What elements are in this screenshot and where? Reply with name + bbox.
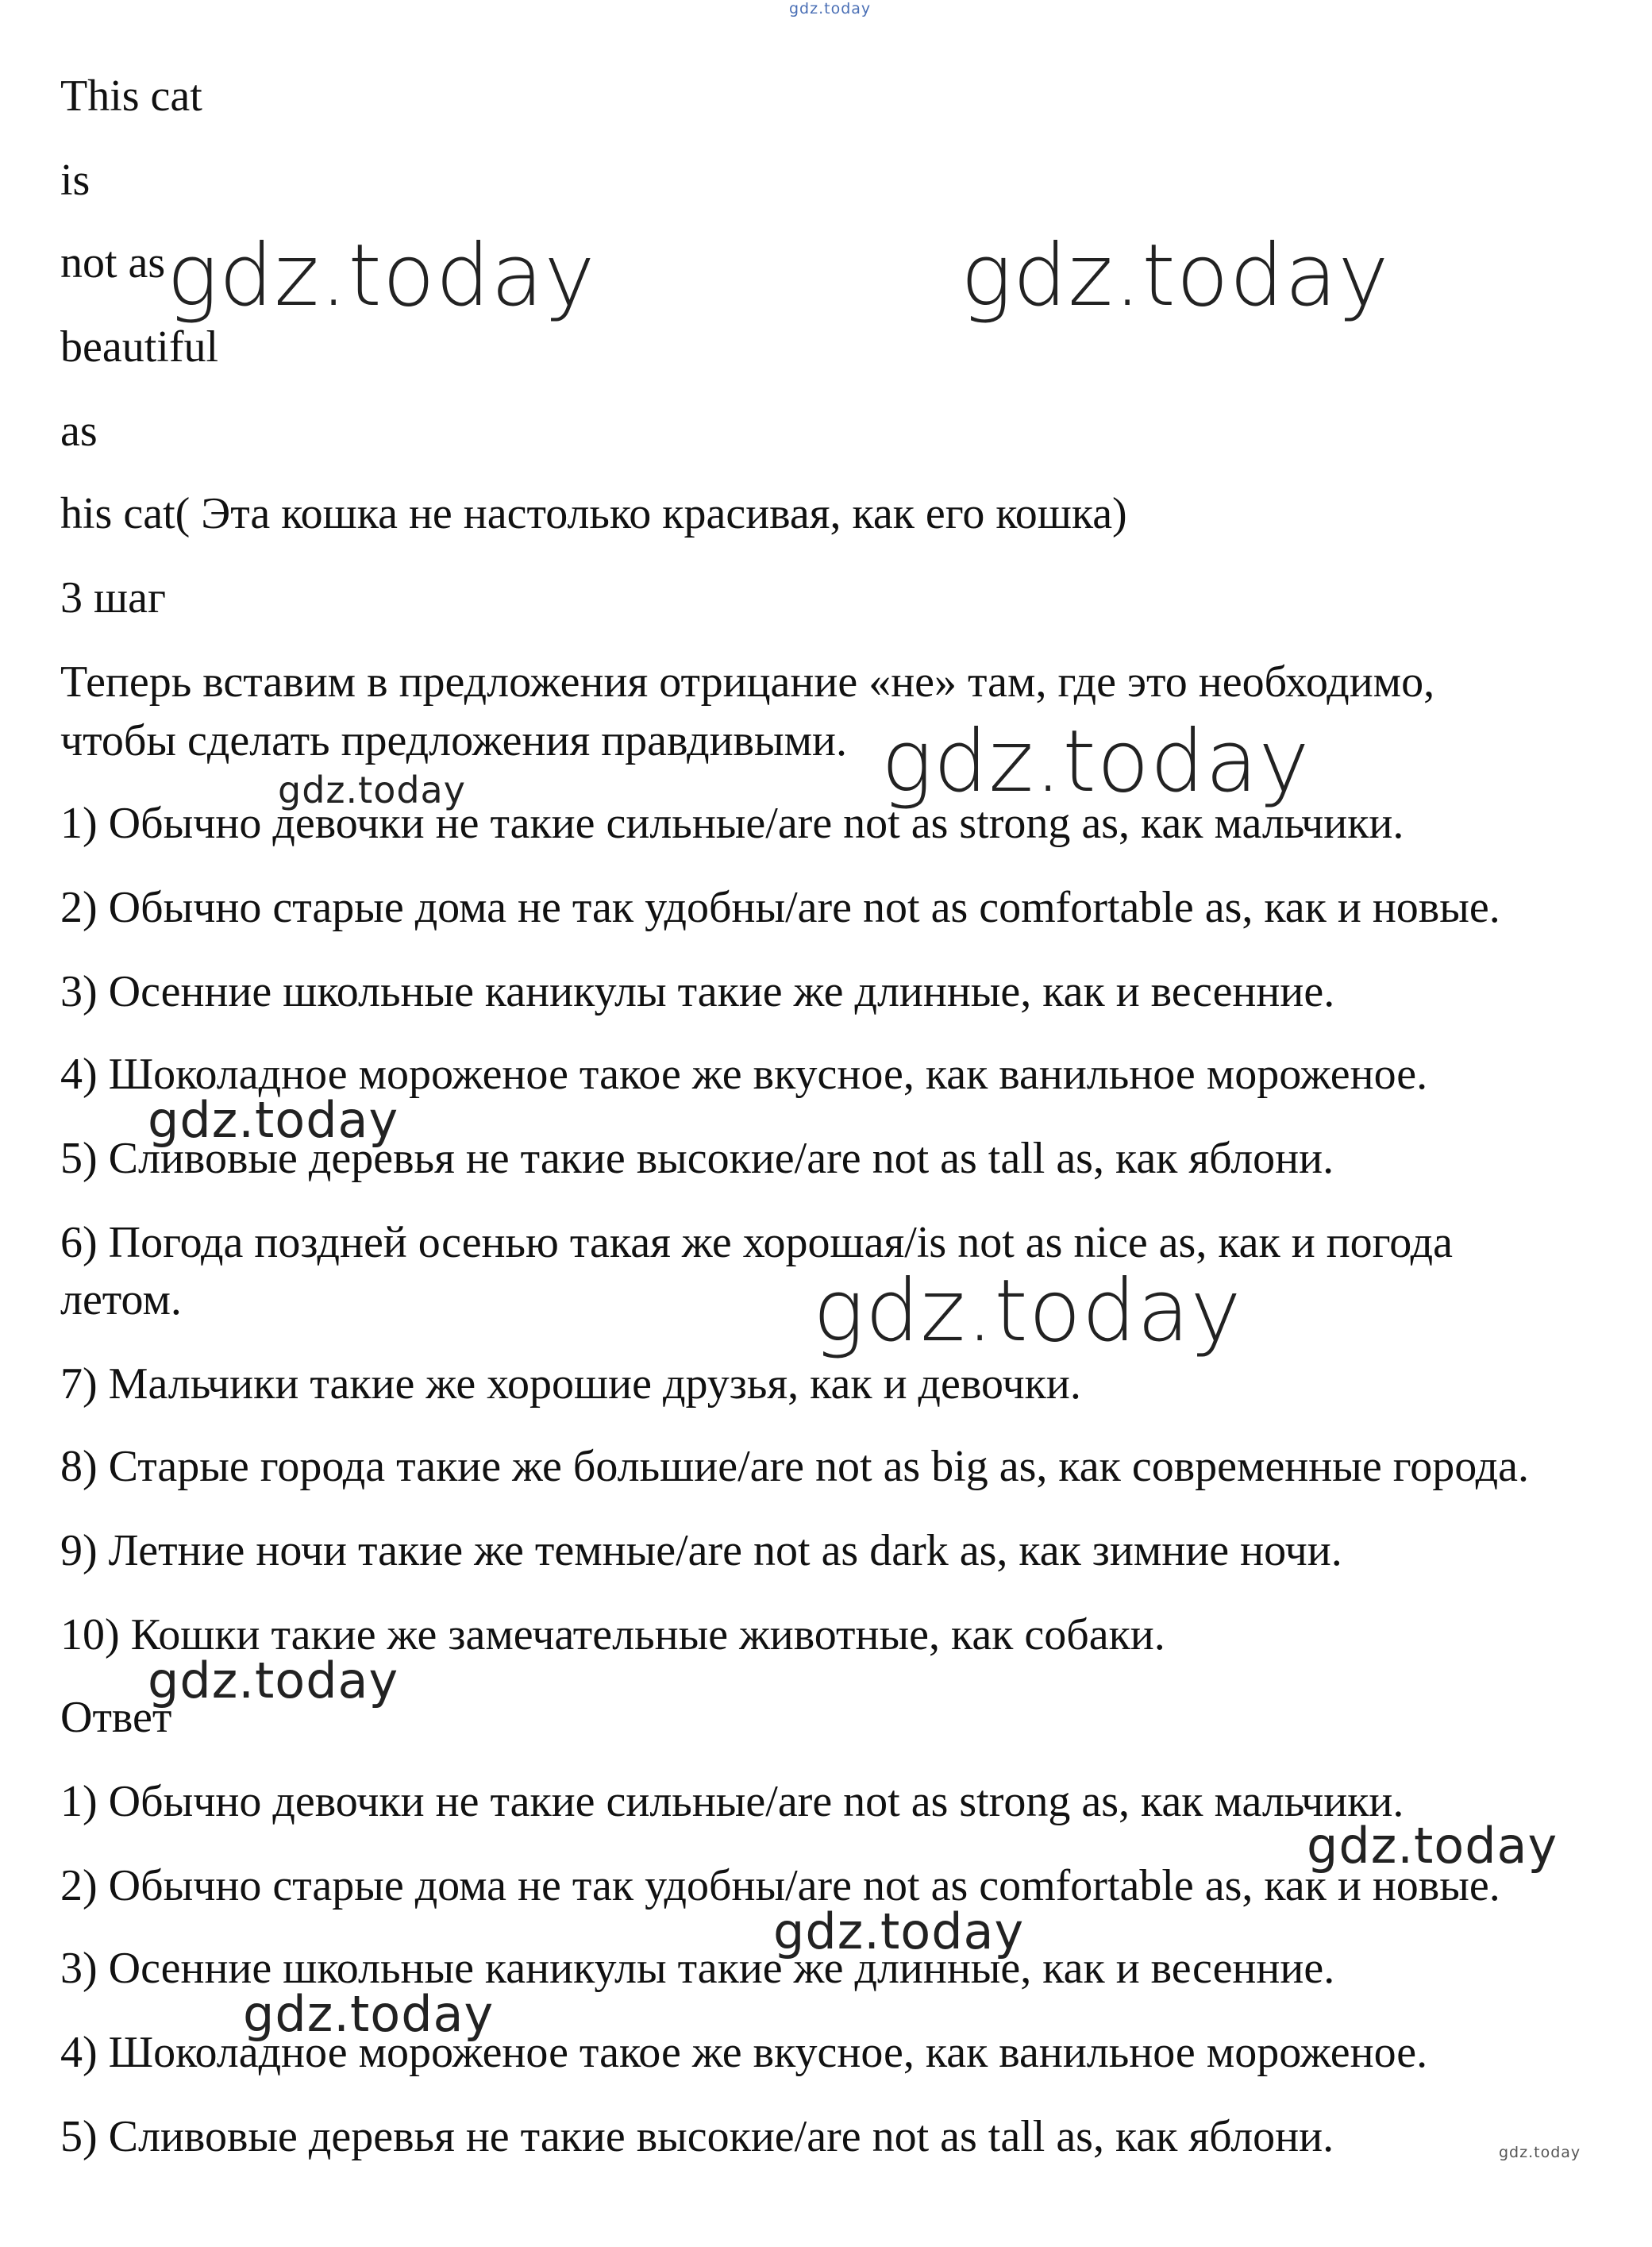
text-line-23: 2) Обычно старые дома не так удобны/are not as comfortable as, как и новые. [60, 1861, 1500, 1910]
text-line-13: 4) Шоколадное мороженое такое же вкусное, как ванильное мороженое. [60, 1050, 1428, 1099]
watermark-top: gdz.today [789, 0, 872, 17]
text-line-18: 8) Старые города такие же большие/are not as big as, как современные города. [60, 1442, 1530, 1491]
text-line-21: Ответ [60, 1693, 172, 1742]
text-line-10: 1) Обычно девочки не такие сильные/are not as strong as, как мальчики. [60, 799, 1404, 848]
text-line-25: 4) Шоколадное мороженое такое же вкусное, как ванильное мороженое. [60, 2028, 1428, 2077]
watermark-7: gdz.today [148, 1652, 399, 1709]
watermark-9: gdz.today [773, 1902, 1025, 1960]
watermark-4: gdz.today [278, 769, 466, 811]
watermark-8: gdz.today [1307, 1817, 1558, 1875]
text-line-6: his cat( Эта кошка не настолько красивая, как его кошка) [60, 489, 1127, 538]
text-line-5: as [60, 407, 98, 456]
text-line-24: 3) Осенние школьные каникулы такие же длинные, как и весенние. [60, 1944, 1335, 1993]
text-line-2: is [60, 156, 90, 205]
text-line-14: 5) Сливовые деревья не такие высокие/are not as tall as, как яблони. [60, 1134, 1334, 1183]
text-line-16: летом. [60, 1275, 182, 1324]
watermark-bottom: gdz.today [1499, 2144, 1581, 2161]
watermark-1: gdz.today [167, 226, 596, 326]
text-line-3: not as [60, 238, 166, 287]
text-line-4: beautiful [60, 322, 219, 372]
text-line-20: 10) Кошки такие же замечательные животные, как собаки. [60, 1610, 1165, 1659]
watermark-6: gdz.today [813, 1262, 1242, 1361]
text-line-8: Теперь вставим в предложения отрицание «не» там, где это необходимо, [60, 657, 1435, 707]
watermark-2: gdz.today [961, 226, 1390, 326]
text-line-7: 3 шаг [60, 573, 166, 622]
text-line-1: This cat [60, 71, 202, 121]
text-line-11: 2) Обычно старые дома не так удобны/are not as comfortable as, как и новые. [60, 883, 1500, 932]
watermark-5: gdz.today [148, 1091, 399, 1149]
text-line-19: 9) Летние ночи такие же темные/are not as dark as, как зимние ночи. [60, 1526, 1342, 1575]
text-line-26: 5) Сливовые деревья не такие высокие/are not as tall as, как яблони. [60, 2112, 1334, 2161]
watermark-10: gdz.today [243, 1985, 495, 2043]
text-line-17: 7) Мальчики такие же хорошие друзья, как и девочки. [60, 1359, 1081, 1409]
text-line-15: 6) Погода поздней осенью такая же хорошая/is not as nice as, как и погода [60, 1218, 1453, 1267]
watermark-3: gdz.today [881, 712, 1311, 811]
text-line-12: 3) Осенние школьные каникулы такие же длинные, как и весенние. [60, 967, 1335, 1016]
text-line-22: 1) Обычно девочки не такие сильные/are not as strong as, как мальчики. [60, 1777, 1404, 1826]
text-line-9: чтобы сделать предложения правдивыми. [60, 716, 848, 765]
